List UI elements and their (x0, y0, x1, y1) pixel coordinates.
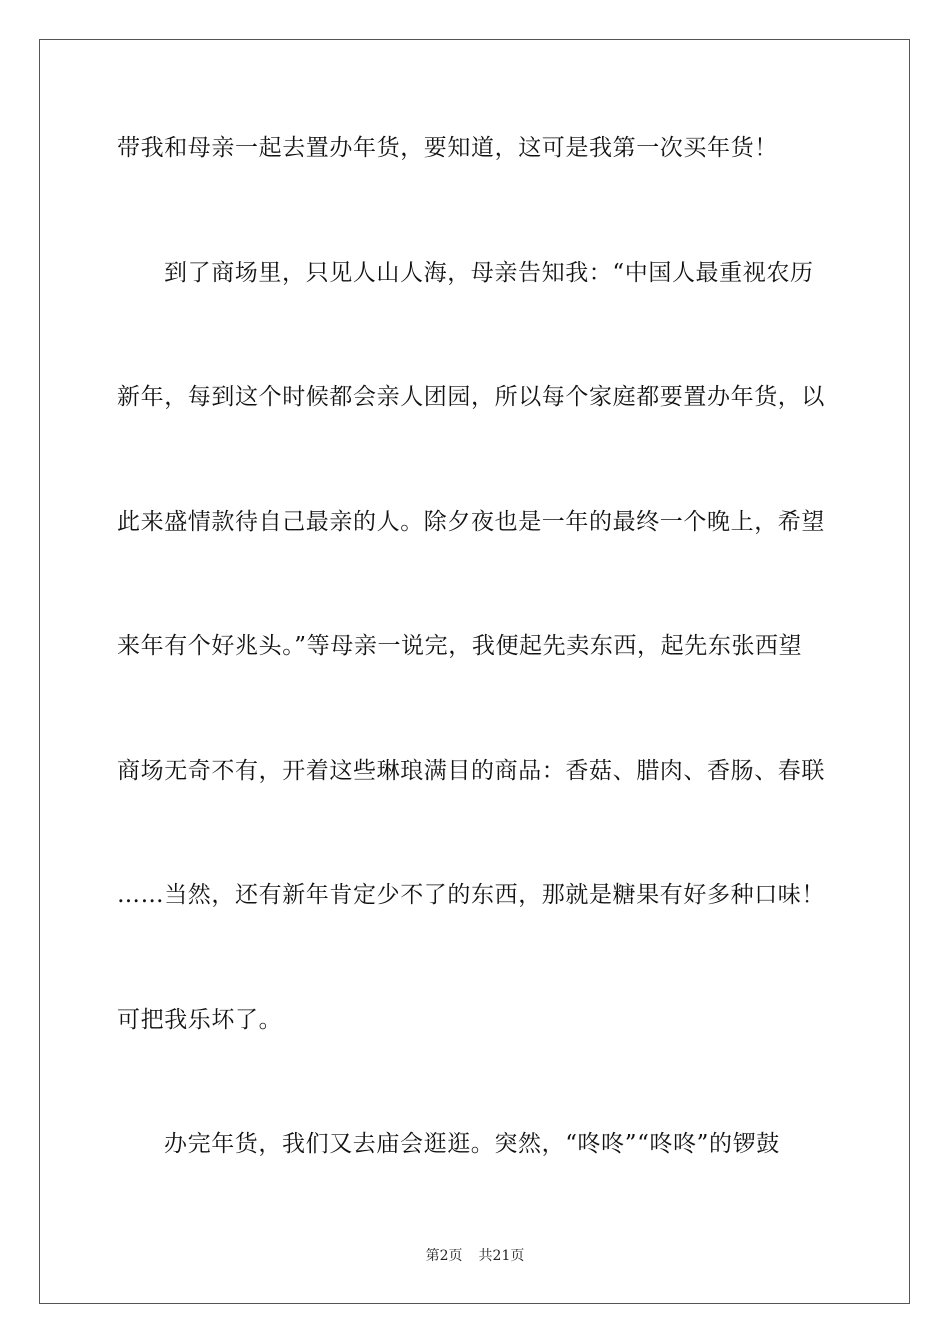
page-frame (39, 39, 910, 1304)
text-line-3: 新年，每到这个时候都会亲人团园，所以每个家庭都要置办年货，以 (117, 384, 825, 410)
text-line-2: 到了商场里，只见人山人海，母亲告知我：“中国人最重视农历 (164, 260, 814, 286)
page-number: 第2页 (425, 1248, 463, 1264)
page-footer (0, 1247, 950, 1265)
page-total: 共21页 (478, 1248, 525, 1264)
text-line-8: 可把我乐坏了。 (117, 1007, 283, 1033)
text-line-5: 来年有个好兆头。”等母亲一说完，我便起先卖东西，起先东张西望 (117, 633, 803, 659)
text-line-4: 此来盛情款待自己最亲的人。除夕夜也是一年的最终一个晚上，希望 (117, 509, 825, 535)
text-line-7: ……当然，还有新年肯定少不了的东西，那就是糖果有好多种口味！ (117, 882, 825, 908)
text-line-9: 办完年货，我们又去庙会逛逛。突然，“咚咚”“咚咚”的锣鼓 (164, 1131, 780, 1157)
text-line-6: 商场无奇不有，开着这些琳琅满目的商品：香菇、腊肉、香肠、春联 (117, 758, 825, 784)
text-line-1: 带我和母亲一起去置办年货，要知道，这可是我第一次买年货！ (117, 135, 778, 161)
